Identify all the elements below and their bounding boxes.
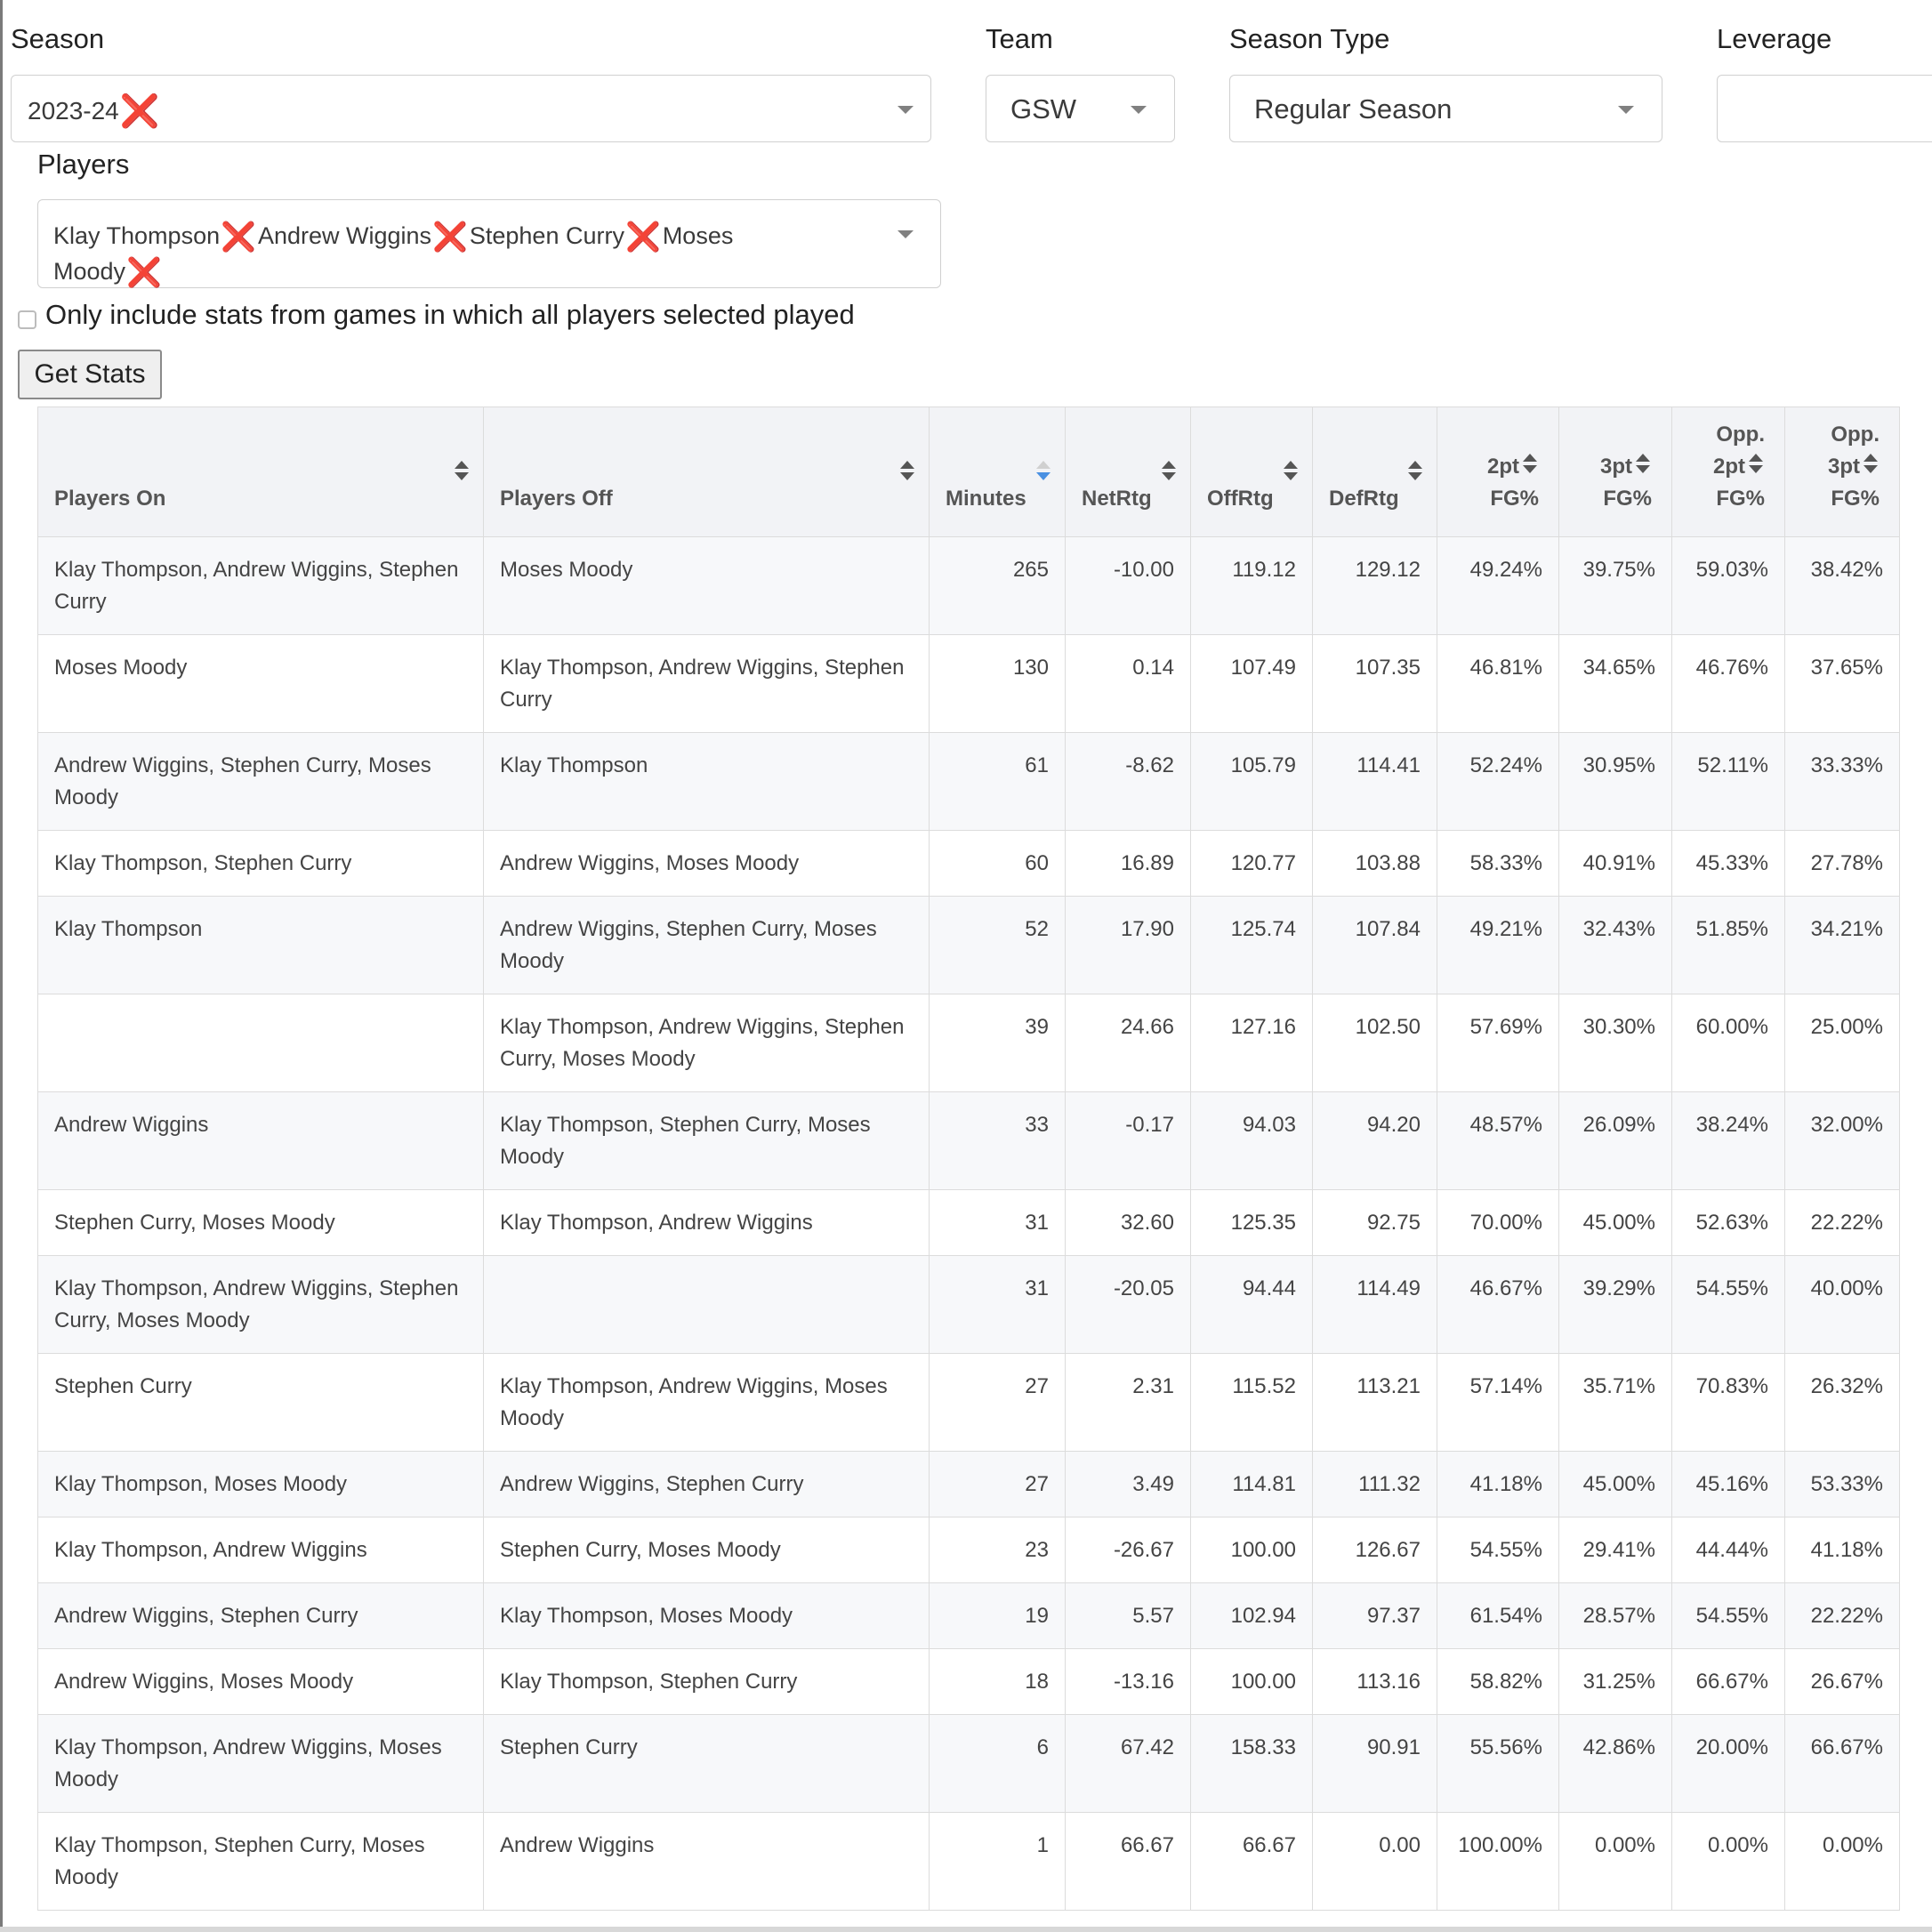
- cell-opp-2pt-fg: 0.00%: [1672, 1813, 1785, 1911]
- col-header-label: Minutes: [946, 487, 1026, 511]
- remove-player-icon[interactable]: ❌: [624, 221, 661, 253]
- cell-3pt-fg: 0.00%: [1559, 1813, 1672, 1911]
- col-header-label: Players On: [54, 487, 166, 511]
- cell-opp-2pt-fg: 45.33%: [1672, 831, 1785, 897]
- cell-opp-3pt-fg: 27.78%: [1785, 831, 1900, 897]
- table-row: [38, 831, 1900, 897]
- cell-offrtg: 94.44: [1191, 1256, 1313, 1354]
- cell-players-on: Andrew Wiggins, Moses Moody: [38, 1649, 484, 1715]
- table-row: [38, 1715, 1900, 1813]
- cell-netrtg: 67.42: [1066, 1715, 1191, 1813]
- cell-netrtg: -13.16: [1066, 1649, 1191, 1715]
- col-header-players-on[interactable]: [38, 407, 484, 537]
- cell-players-off: Klay Thompson, Stephen Curry: [484, 1649, 930, 1715]
- remove-player-icon[interactable]: ❌: [432, 221, 468, 253]
- cell-players-off: Klay Thompson, Moses Moody: [484, 1583, 930, 1649]
- cell-opp-2pt-fg: 38.24%: [1672, 1092, 1785, 1190]
- cell-3pt-fg: 26.09%: [1559, 1092, 1672, 1190]
- cell-players-on: Klay Thompson, Stephen Curry: [38, 831, 484, 897]
- all-played-checkbox[interactable]: [18, 310, 36, 329]
- cell-defrtg: 102.50: [1313, 994, 1437, 1092]
- cell-opp-3pt-fg: 22.22%: [1785, 1190, 1900, 1256]
- cell-opp-3pt-fg: 66.67%: [1785, 1715, 1900, 1813]
- team-value: GSW: [1010, 93, 1077, 125]
- cell-defrtg: 129.12: [1313, 537, 1437, 635]
- cell-players-off: Klay Thompson, Andrew Wiggins: [484, 1190, 930, 1256]
- player-tag: Andrew Wiggins❌: [257, 221, 468, 253]
- cell-3pt-fg: 29.41%: [1559, 1517, 1672, 1583]
- cell-minutes: 18: [930, 1649, 1066, 1715]
- player-tag: Klay Thompson❌: [53, 221, 256, 253]
- cell-players-off: Andrew Wiggins, Stephen Curry: [484, 1452, 930, 1517]
- cell-2pt-fg: 57.14%: [1437, 1354, 1559, 1452]
- cell-players-off: Moses Moody: [484, 537, 930, 635]
- horizontal-scrollbar[interactable]: [0, 1927, 1932, 1932]
- players-label: Players: [37, 149, 130, 180]
- cell-minutes: 33: [930, 1092, 1066, 1190]
- cell-2pt-fg: 100.00%: [1437, 1813, 1559, 1911]
- cell-minutes: 265: [930, 537, 1066, 635]
- season-label: Season: [11, 23, 105, 54]
- cell-offrtg: 119.12: [1191, 537, 1313, 635]
- cell-opp-3pt-fg: 37.65%: [1785, 635, 1900, 733]
- cell-defrtg: 113.16: [1313, 1649, 1437, 1715]
- cell-2pt-fg: 46.67%: [1437, 1256, 1559, 1354]
- cell-offrtg: 114.81: [1191, 1452, 1313, 1517]
- cell-opp-2pt-fg: 54.55%: [1672, 1583, 1785, 1649]
- cell-players-off: Andrew Wiggins: [484, 1813, 930, 1911]
- cell-minutes: 19: [930, 1583, 1066, 1649]
- cell-players-off: [484, 1256, 930, 1354]
- cell-minutes: 23: [930, 1517, 1066, 1583]
- col-header-3pt-fg[interactable]: [1559, 407, 1672, 537]
- cell-2pt-fg: 48.57%: [1437, 1092, 1559, 1190]
- cell-opp-2pt-fg: 59.03%: [1672, 537, 1785, 635]
- cell-players-on: Andrew Wiggins: [38, 1092, 484, 1190]
- cell-netrtg: 2.31: [1066, 1354, 1191, 1452]
- cell-players-off: Klay Thompson, Stephen Curry, Moses Moody: [484, 1092, 930, 1190]
- cell-2pt-fg: 46.81%: [1437, 635, 1559, 733]
- table-row: [38, 1517, 1900, 1583]
- cell-players-on: [38, 994, 484, 1092]
- cell-netrtg: 5.57: [1066, 1583, 1191, 1649]
- cell-minutes: 1: [930, 1813, 1066, 1911]
- cell-offrtg: 100.00: [1191, 1517, 1313, 1583]
- cell-offrtg: 66.67: [1191, 1813, 1313, 1911]
- cell-3pt-fg: 28.57%: [1559, 1583, 1672, 1649]
- col-header-opp-3pt-fg[interactable]: [1785, 407, 1900, 537]
- cell-defrtg: 114.41: [1313, 733, 1437, 831]
- cell-players-on: Klay Thompson, Stephen Curry, Moses Moody: [38, 1813, 484, 1911]
- table-row: [38, 733, 1900, 831]
- cell-opp-3pt-fg: 53.33%: [1785, 1452, 1900, 1517]
- cell-3pt-fg: 30.95%: [1559, 733, 1672, 831]
- cell-opp-2pt-fg: 51.85%: [1672, 897, 1785, 994]
- cell-offrtg: 105.79: [1191, 733, 1313, 831]
- cell-netrtg: -20.05: [1066, 1256, 1191, 1354]
- cell-players-on: Klay Thompson, Moses Moody: [38, 1452, 484, 1517]
- cell-offrtg: 127.16: [1191, 994, 1313, 1092]
- col-header-label: FG%: [1490, 487, 1539, 511]
- cell-defrtg: 107.84: [1313, 897, 1437, 994]
- cell-3pt-fg: 34.65%: [1559, 635, 1672, 733]
- cell-minutes: 39: [930, 994, 1066, 1092]
- col-header-label: Players Off: [500, 487, 613, 511]
- cell-defrtg: 107.35: [1313, 635, 1437, 733]
- table-row: [38, 1452, 1900, 1517]
- cell-2pt-fg: 55.56%: [1437, 1715, 1559, 1813]
- sort-icon[interactable]: [1523, 454, 1539, 475]
- table-row: [38, 1092, 1900, 1190]
- team-label: Team: [986, 23, 1053, 54]
- cell-minutes: 52: [930, 897, 1066, 994]
- season-type-value: Regular Season: [1254, 93, 1453, 125]
- cell-offrtg: 125.35: [1191, 1190, 1313, 1256]
- cell-2pt-fg: 49.21%: [1437, 897, 1559, 994]
- cell-opp-2pt-fg: 60.00%: [1672, 994, 1785, 1092]
- cell-opp-2pt-fg: 44.44%: [1672, 1517, 1785, 1583]
- col-header-2pt-fg[interactable]: [1437, 407, 1559, 537]
- cell-players-on: Klay Thompson, Andrew Wiggins, Moses Moody: [38, 1715, 484, 1813]
- cell-3pt-fg: 35.71%: [1559, 1354, 1672, 1452]
- cell-opp-3pt-fg: 25.00%: [1785, 994, 1900, 1092]
- table-row: [38, 1583, 1900, 1649]
- cell-netrtg: -0.17: [1066, 1092, 1191, 1190]
- col-header-label: FG%: [1831, 487, 1880, 511]
- col-header-defrtg[interactable]: [1313, 407, 1437, 537]
- cell-minutes: 27: [930, 1452, 1066, 1517]
- cell-2pt-fg: 57.69%: [1437, 994, 1559, 1092]
- all-played-checkbox-label[interactable]: Only include stats from games in which all players selected played: [45, 299, 855, 330]
- cell-2pt-fg: 41.18%: [1437, 1452, 1559, 1517]
- cell-opp-3pt-fg: 32.00%: [1785, 1092, 1900, 1190]
- col-header-label: OffRtg: [1207, 487, 1274, 511]
- chevron-down-icon[interactable]: [1618, 106, 1634, 114]
- cell-players-off: Stephen Curry, Moses Moody: [484, 1517, 930, 1583]
- cell-players-on: Klay Thompson, Andrew Wiggins, Stephen Curry: [38, 537, 484, 635]
- cell-players-on: Andrew Wiggins, Stephen Curry, Moses Moody: [38, 733, 484, 831]
- player-tag: Stephen Curry❌: [469, 221, 661, 253]
- col-header-label: DefRtg: [1329, 487, 1399, 511]
- cell-defrtg: 113.21: [1313, 1354, 1437, 1452]
- sort-desc-icon[interactable]: [1036, 461, 1052, 482]
- sort-icon[interactable]: [1636, 454, 1652, 475]
- cell-defrtg: 97.37: [1313, 1583, 1437, 1649]
- get-stats-button[interactable]: Get Stats: [18, 350, 162, 399]
- cell-opp-2pt-fg: 54.55%: [1672, 1256, 1785, 1354]
- sort-icon[interactable]: [1749, 454, 1765, 475]
- cell-3pt-fg: 30.30%: [1559, 994, 1672, 1092]
- col-header-label: 2pt: [1713, 455, 1745, 479]
- cell-opp-3pt-fg: 34.21%: [1785, 897, 1900, 994]
- cell-defrtg: 0.00: [1313, 1813, 1437, 1911]
- sort-icon[interactable]: [1162, 461, 1178, 482]
- table-row: [38, 1256, 1900, 1354]
- table-row: [38, 1354, 1900, 1452]
- season-type-select[interactable]: [1229, 75, 1662, 142]
- players-select[interactable]: [37, 199, 941, 288]
- season-type-label: Season Type: [1229, 23, 1390, 54]
- cell-players-off: Klay Thompson, Andrew Wiggins, Stephen Curry, Moses Moody: [484, 994, 930, 1092]
- table-header-row: [38, 407, 1900, 537]
- cell-opp-3pt-fg: 26.32%: [1785, 1354, 1900, 1452]
- cell-players-on: Andrew Wiggins, Stephen Curry: [38, 1583, 484, 1649]
- cell-opp-2pt-fg: 66.67%: [1672, 1649, 1785, 1715]
- sort-icon[interactable]: [1864, 454, 1880, 475]
- cell-players-off: Andrew Wiggins, Stephen Curry, Moses Moody: [484, 897, 930, 994]
- cell-minutes: 60: [930, 831, 1066, 897]
- table-row: [38, 1649, 1900, 1715]
- table-row: [38, 1190, 1900, 1256]
- cell-2pt-fg: 58.82%: [1437, 1649, 1559, 1715]
- season-select[interactable]: [11, 75, 931, 142]
- cell-2pt-fg: 58.33%: [1437, 831, 1559, 897]
- cell-offrtg: 125.74: [1191, 897, 1313, 994]
- cell-opp-2pt-fg: 70.83%: [1672, 1354, 1785, 1452]
- cell-players-on: Klay Thompson, Andrew Wiggins: [38, 1517, 484, 1583]
- col-header-label: Opp.: [1831, 423, 1880, 447]
- cell-3pt-fg: 40.91%: [1559, 831, 1672, 897]
- cell-opp-3pt-fg: 40.00%: [1785, 1256, 1900, 1354]
- leverage-select[interactable]: [1717, 75, 1932, 142]
- cell-netrtg: 32.60: [1066, 1190, 1191, 1256]
- leverage-label: Leverage: [1717, 23, 1832, 54]
- season-tag: 2023-24❌: [28, 93, 160, 129]
- table-row: [38, 537, 1900, 635]
- cell-netrtg: 16.89: [1066, 831, 1191, 897]
- cell-minutes: 6: [930, 1715, 1066, 1813]
- col-header-label: FG%: [1716, 487, 1765, 511]
- cell-players-off: Klay Thompson: [484, 733, 930, 831]
- cell-3pt-fg: 39.29%: [1559, 1256, 1672, 1354]
- cell-minutes: 130: [930, 635, 1066, 733]
- cell-defrtg: 90.91: [1313, 1715, 1437, 1813]
- col-header-label: 3pt: [1600, 455, 1632, 479]
- sort-icon[interactable]: [900, 461, 916, 482]
- cell-3pt-fg: 32.43%: [1559, 897, 1672, 994]
- col-header-minutes[interactable]: [930, 407, 1066, 537]
- cell-opp-2pt-fg: 52.63%: [1672, 1190, 1785, 1256]
- cell-opp-3pt-fg: 22.22%: [1785, 1583, 1900, 1649]
- cell-opp-3pt-fg: 38.42%: [1785, 537, 1900, 635]
- cell-opp-2pt-fg: 52.11%: [1672, 733, 1785, 831]
- cell-offrtg: 120.77: [1191, 831, 1313, 897]
- cell-opp-2pt-fg: 46.76%: [1672, 635, 1785, 733]
- team-select[interactable]: [986, 75, 1175, 142]
- cell-opp-3pt-fg: 26.67%: [1785, 1649, 1900, 1715]
- col-header-label: 3pt: [1828, 455, 1860, 479]
- cell-offrtg: 107.49: [1191, 635, 1313, 733]
- cell-players-off: Klay Thompson, Andrew Wiggins, Moses Moody: [484, 1354, 930, 1452]
- chevron-down-icon[interactable]: [1131, 106, 1147, 114]
- cell-defrtg: 103.88: [1313, 831, 1437, 897]
- col-header-opp-2pt-fg[interactable]: [1672, 407, 1785, 537]
- cell-3pt-fg: 39.75%: [1559, 537, 1672, 635]
- table-row: [38, 635, 1900, 733]
- players-tags: [53, 218, 765, 289]
- sort-icon[interactable]: [1284, 461, 1300, 482]
- cell-players-off: Klay Thompson, Andrew Wiggins, Stephen Curry: [484, 635, 930, 733]
- cell-3pt-fg: 45.00%: [1559, 1190, 1672, 1256]
- cell-minutes: 27: [930, 1354, 1066, 1452]
- cell-offrtg: 94.03: [1191, 1092, 1313, 1190]
- cell-players-off: Stephen Curry: [484, 1715, 930, 1813]
- col-header-label: 2pt: [1487, 455, 1519, 479]
- cell-offrtg: 158.33: [1191, 1715, 1313, 1813]
- cell-2pt-fg: 70.00%: [1437, 1190, 1559, 1256]
- cell-minutes: 61: [930, 733, 1066, 831]
- cell-opp-3pt-fg: 0.00%: [1785, 1813, 1900, 1911]
- col-header-label: FG%: [1603, 487, 1652, 511]
- cell-players-on: Stephen Curry: [38, 1354, 484, 1452]
- cell-netrtg: 0.14: [1066, 635, 1191, 733]
- table-row: [38, 1813, 1900, 1911]
- cell-players-on: Klay Thompson: [38, 897, 484, 994]
- sort-icon[interactable]: [1408, 461, 1424, 482]
- chevron-down-icon[interactable]: [898, 106, 914, 114]
- table-row: [38, 897, 1900, 994]
- sort-icon[interactable]: [455, 461, 471, 482]
- cell-opp-2pt-fg: 45.16%: [1672, 1452, 1785, 1517]
- col-header-netrtg[interactable]: [1066, 407, 1191, 537]
- cell-opp-2pt-fg: 20.00%: [1672, 1715, 1785, 1813]
- player-tag: Moses Moody❌: [53, 222, 734, 288]
- cell-defrtg: 92.75: [1313, 1190, 1437, 1256]
- chevron-down-icon[interactable]: [898, 230, 914, 238]
- cell-opp-3pt-fg: 33.33%: [1785, 733, 1900, 831]
- cell-2pt-fg: 54.55%: [1437, 1517, 1559, 1583]
- cell-3pt-fg: 45.00%: [1559, 1452, 1672, 1517]
- cell-players-off: Andrew Wiggins, Moses Moody: [484, 831, 930, 897]
- cell-2pt-fg: 49.24%: [1437, 537, 1559, 635]
- remove-player-icon[interactable]: ❌: [126, 256, 162, 288]
- cell-opp-3pt-fg: 41.18%: [1785, 1517, 1900, 1583]
- cell-offrtg: 100.00: [1191, 1649, 1313, 1715]
- cell-minutes: 31: [930, 1190, 1066, 1256]
- cell-2pt-fg: 52.24%: [1437, 733, 1559, 831]
- table-row: [38, 994, 1900, 1092]
- col-header-offrtg[interactable]: [1191, 407, 1313, 537]
- cell-defrtg: 114.49: [1313, 1256, 1437, 1354]
- col-header-players-off[interactable]: [484, 407, 930, 537]
- cell-netrtg: -10.00: [1066, 537, 1191, 635]
- cell-players-on: Moses Moody: [38, 635, 484, 733]
- col-header-label: NetRtg: [1082, 487, 1152, 511]
- remove-season-icon[interactable]: ❌: [119, 93, 160, 129]
- cell-netrtg: 24.66: [1066, 994, 1191, 1092]
- cell-players-on: Klay Thompson, Andrew Wiggins, Stephen Curry, Moses Moody: [38, 1256, 484, 1354]
- lineup-stats-table: [37, 407, 1900, 1911]
- col-header-label: Opp.: [1716, 423, 1765, 447]
- window-left-edge: [0, 0, 3, 1932]
- cell-3pt-fg: 42.86%: [1559, 1715, 1672, 1813]
- cell-netrtg: 66.67: [1066, 1813, 1191, 1911]
- cell-netrtg: -26.67: [1066, 1517, 1191, 1583]
- remove-player-icon[interactable]: ❌: [221, 221, 256, 253]
- cell-netrtg: 17.90: [1066, 897, 1191, 994]
- cell-players-on: Stephen Curry, Moses Moody: [38, 1190, 484, 1256]
- cell-defrtg: 126.67: [1313, 1517, 1437, 1583]
- cell-netrtg: 3.49: [1066, 1452, 1191, 1517]
- cell-defrtg: 94.20: [1313, 1092, 1437, 1190]
- cell-offrtg: 115.52: [1191, 1354, 1313, 1452]
- cell-minutes: 31: [930, 1256, 1066, 1354]
- cell-defrtg: 111.32: [1313, 1452, 1437, 1517]
- cell-2pt-fg: 61.54%: [1437, 1583, 1559, 1649]
- cell-3pt-fg: 31.25%: [1559, 1649, 1672, 1715]
- cell-netrtg: -8.62: [1066, 733, 1191, 831]
- cell-offrtg: 102.94: [1191, 1583, 1313, 1649]
